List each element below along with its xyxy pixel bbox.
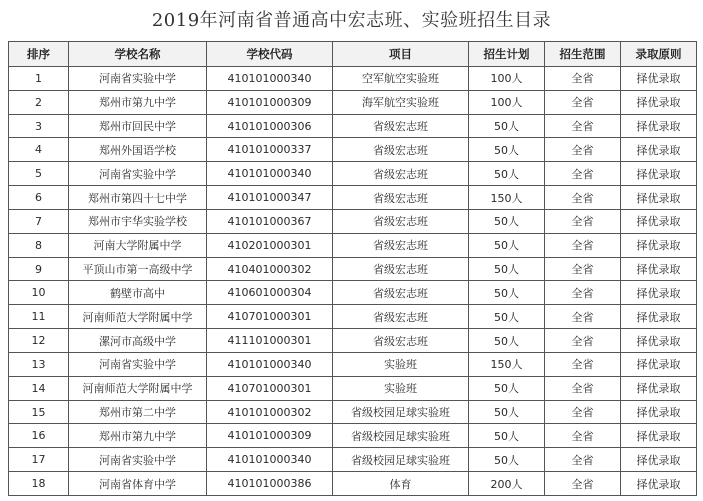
table-row (9, 90, 697, 114)
cell-enrollment-plan: 50人 (469, 448, 545, 472)
cell-program: 实验班 (333, 376, 469, 400)
cell-school-name: 郑州市第九中学 (69, 424, 207, 448)
cell-program: 体育 (333, 472, 469, 496)
cell-rank: 12 (9, 329, 69, 353)
cell-school-name: 郑州外国语学校 (69, 138, 207, 162)
cell-school-name: 河南师范大学附属中学 (69, 376, 207, 400)
cell-program: 省级宏志班 (333, 209, 469, 233)
cell-school-name: 河南省实验中学 (69, 67, 207, 91)
cell-rank: 11 (9, 305, 69, 329)
cell-rank: 17 (9, 448, 69, 472)
cell-enrollment-plan: 50人 (469, 257, 545, 281)
document-title: 2019年河南省普通高中宏志班、实验班招生目录 (151, 10, 552, 31)
cell-enrollment-scope: 全省 (545, 257, 621, 281)
cell-admission-principle: 择优录取 (621, 186, 697, 210)
cell-enrollment-plan: 100人 (469, 67, 545, 91)
table-row (9, 352, 697, 376)
cell-program: 省级宏志班 (333, 281, 469, 305)
cell-admission-principle: 择优录取 (621, 138, 697, 162)
cell-enrollment-plan: 50人 (469, 233, 545, 257)
cell-enrollment-plan: 50人 (469, 209, 545, 233)
cell-program: 省级宏志班 (333, 329, 469, 353)
table-row (9, 305, 697, 329)
cell-admission-principle: 择优录取 (621, 233, 697, 257)
cell-enrollment-scope: 全省 (545, 472, 621, 496)
cell-admission-principle: 择优录取 (621, 424, 697, 448)
cell-enrollment-plan: 50人 (469, 281, 545, 305)
cell-school-name: 河南大学附属中学 (69, 233, 207, 257)
cell-program: 省级宏志班 (333, 138, 469, 162)
cell-program: 实验班 (333, 352, 469, 376)
header-rank: 排序 (9, 42, 69, 67)
cell-enrollment-scope: 全省 (545, 329, 621, 353)
cell-school-code: 410101000347 (207, 186, 333, 210)
cell-enrollment-plan: 50人 (469, 329, 545, 353)
table-row (9, 329, 697, 353)
cell-enrollment-scope: 全省 (545, 67, 621, 91)
cell-school-code: 410201000301 (207, 233, 333, 257)
cell-program: 省级宏志班 (333, 162, 469, 186)
table-row (9, 424, 697, 448)
cell-program: 省级宏志班 (333, 114, 469, 138)
cell-school-code: 410101000340 (207, 448, 333, 472)
cell-enrollment-scope: 全省 (545, 186, 621, 210)
cell-admission-principle: 择优录取 (621, 448, 697, 472)
cell-school-code: 410701000301 (207, 305, 333, 329)
table-row (9, 67, 697, 91)
cell-school-name: 郑州市第九中学 (69, 90, 207, 114)
cell-enrollment-plan: 200人 (469, 472, 545, 496)
cell-program: 海军航空实验班 (333, 90, 469, 114)
table-row (9, 186, 697, 210)
cell-school-name: 河南省实验中学 (69, 448, 207, 472)
cell-program: 省级校园足球实验班 (333, 424, 469, 448)
header-school-name: 学校名称 (69, 42, 207, 67)
cell-school-code: 410701000301 (207, 376, 333, 400)
table-row (9, 281, 697, 305)
cell-rank: 14 (9, 376, 69, 400)
table-body (9, 67, 697, 496)
cell-school-code: 410101000340 (207, 162, 333, 186)
cell-enrollment-scope: 全省 (545, 352, 621, 376)
cell-rank: 16 (9, 424, 69, 448)
cell-admission-principle: 择优录取 (621, 305, 697, 329)
cell-enrollment-scope: 全省 (545, 162, 621, 186)
cell-school-code: 410101000367 (207, 209, 333, 233)
cell-enrollment-plan: 50人 (469, 138, 545, 162)
cell-school-code: 410101000337 (207, 138, 333, 162)
cell-program: 省级宏志班 (333, 257, 469, 281)
cell-enrollment-scope: 全省 (545, 376, 621, 400)
table-row (9, 209, 697, 233)
cell-enrollment-scope: 全省 (545, 400, 621, 424)
cell-rank: 9 (9, 257, 69, 281)
cell-program: 省级宏志班 (333, 233, 469, 257)
cell-enrollment-scope: 全省 (545, 448, 621, 472)
table-row (9, 257, 697, 281)
cell-school-code: 410101000302 (207, 400, 333, 424)
cell-enrollment-scope: 全省 (545, 114, 621, 138)
cell-school-code: 411101000301 (207, 329, 333, 353)
cell-enrollment-plan: 50人 (469, 114, 545, 138)
cell-program: 省级宏志班 (333, 186, 469, 210)
cell-admission-principle: 择优录取 (621, 472, 697, 496)
cell-program: 省级校园足球实验班 (333, 400, 469, 424)
cell-enrollment-plan: 50人 (469, 424, 545, 448)
cell-admission-principle: 择优录取 (621, 400, 697, 424)
cell-rank: 13 (9, 352, 69, 376)
cell-rank: 18 (9, 472, 69, 496)
cell-enrollment-plan: 50人 (469, 376, 545, 400)
cell-school-code: 410101000386 (207, 472, 333, 496)
header-school-code: 学校代码 (207, 42, 333, 67)
cell-enrollment-plan: 50人 (469, 400, 545, 424)
cell-school-name: 漯河市高级中学 (69, 329, 207, 353)
cell-admission-principle: 择优录取 (621, 67, 697, 91)
cell-admission-principle: 择优录取 (621, 90, 697, 114)
cell-rank: 10 (9, 281, 69, 305)
cell-enrollment-scope: 全省 (545, 281, 621, 305)
cell-admission-principle: 择优录取 (621, 352, 697, 376)
cell-school-name: 郑州市第二中学 (69, 400, 207, 424)
cell-rank: 7 (9, 209, 69, 233)
table-row (9, 472, 697, 496)
cell-program: 省级宏志班 (333, 305, 469, 329)
cell-school-code: 410101000306 (207, 114, 333, 138)
cell-rank: 2 (9, 90, 69, 114)
cell-program: 空军航空实验班 (333, 67, 469, 91)
cell-rank: 15 (9, 400, 69, 424)
cell-school-name: 郑州市第四十七中学 (69, 186, 207, 210)
header-enrollment-plan: 招生计划 (469, 42, 545, 67)
cell-enrollment-plan: 50人 (469, 305, 545, 329)
enrollment-table (8, 41, 697, 496)
cell-admission-principle: 择优录取 (621, 257, 697, 281)
cell-enrollment-scope: 全省 (545, 305, 621, 329)
cell-admission-principle: 择优录取 (621, 162, 697, 186)
cell-school-code: 410101000309 (207, 424, 333, 448)
cell-school-name: 河南省实验中学 (69, 162, 207, 186)
header-admission-principle: 录取原则 (621, 42, 697, 67)
cell-enrollment-scope: 全省 (545, 424, 621, 448)
cell-enrollment-plan: 100人 (469, 90, 545, 114)
cell-enrollment-plan: 150人 (469, 352, 545, 376)
cell-admission-principle: 择优录取 (621, 209, 697, 233)
cell-rank: 3 (9, 114, 69, 138)
cell-admission-principle: 择优录取 (621, 376, 697, 400)
cell-enrollment-scope: 全省 (545, 138, 621, 162)
cell-rank: 4 (9, 138, 69, 162)
header-enrollment-scope: 招生范围 (545, 42, 621, 67)
cell-school-code: 410601000304 (207, 281, 333, 305)
cell-school-name: 郑州市宇华实验学校 (69, 209, 207, 233)
cell-rank: 6 (9, 186, 69, 210)
cell-enrollment-scope: 全省 (545, 209, 621, 233)
cell-school-code: 410401000302 (207, 257, 333, 281)
table-row (9, 138, 697, 162)
cell-enrollment-scope: 全省 (545, 90, 621, 114)
cell-school-code: 410101000340 (207, 67, 333, 91)
cell-rank: 1 (9, 67, 69, 91)
cell-school-code: 410101000340 (207, 352, 333, 376)
header-program: 项目 (333, 42, 469, 67)
table-row (9, 114, 697, 138)
cell-school-name: 河南师范大学附属中学 (69, 305, 207, 329)
cell-admission-principle: 择优录取 (621, 329, 697, 353)
cell-rank: 8 (9, 233, 69, 257)
cell-enrollment-scope: 全省 (545, 233, 621, 257)
cell-admission-principle: 择优录取 (621, 114, 697, 138)
table-row (9, 233, 697, 257)
cell-school-name: 河南省实验中学 (69, 352, 207, 376)
table-row (9, 400, 697, 424)
table-row (9, 162, 697, 186)
cell-enrollment-plan: 150人 (469, 186, 545, 210)
cell-school-name: 河南省体育中学 (69, 472, 207, 496)
cell-school-name: 平顶山市第一高级中学 (69, 257, 207, 281)
table-row (9, 376, 697, 400)
cell-school-code: 410101000309 (207, 90, 333, 114)
cell-admission-principle: 择优录取 (621, 281, 697, 305)
cell-enrollment-plan: 50人 (469, 162, 545, 186)
table-header-row (9, 42, 697, 67)
cell-rank: 5 (9, 162, 69, 186)
cell-school-name: 鹤壁市高中 (69, 281, 207, 305)
cell-program: 省级校园足球实验班 (333, 448, 469, 472)
table-row (9, 448, 697, 472)
cell-school-name: 郑州市回民中学 (69, 114, 207, 138)
